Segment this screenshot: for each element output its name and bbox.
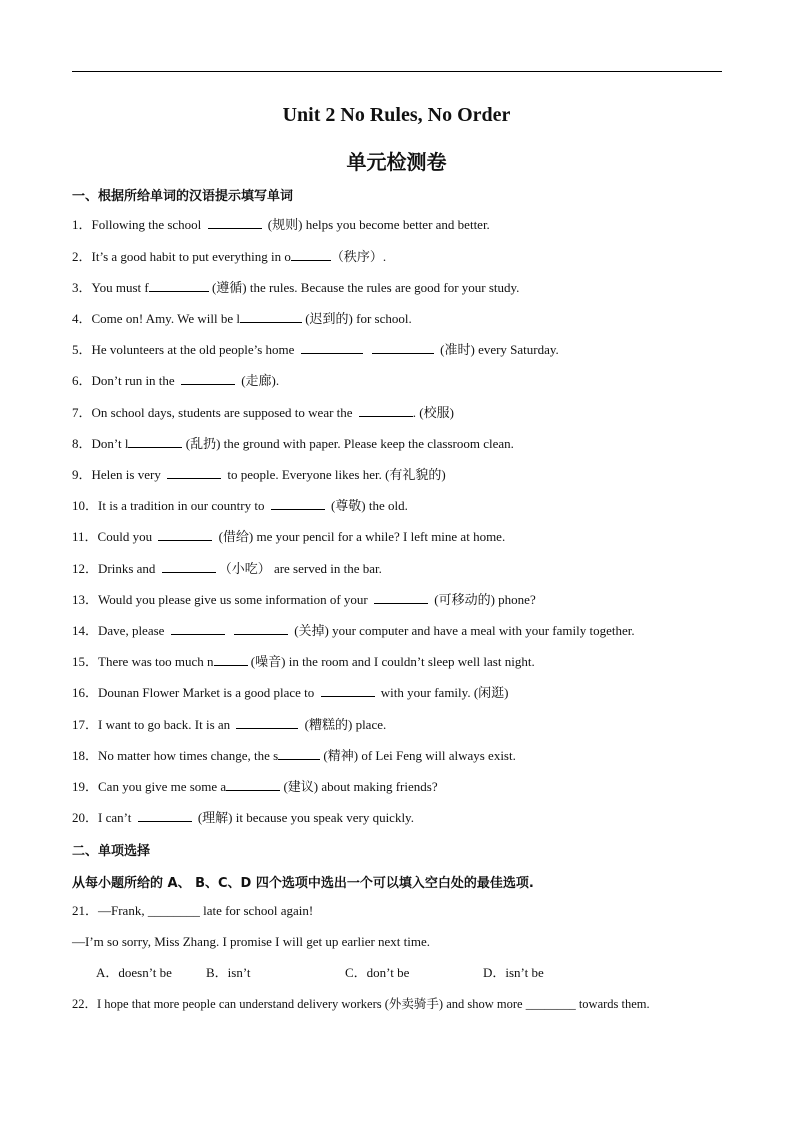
question-number: 16．: [72, 685, 99, 700]
question-21-response: —I’m so sorry, Miss Zhang. I promise I will get up earlier next time.: [72, 934, 431, 949]
option-b[interactable]: B．isn’t: [206, 965, 251, 980]
question-number: 10．: [72, 498, 99, 513]
question-text: (借给) me your pencil for a while? I left mine at home.: [218, 529, 506, 544]
question-text: It is a tradition in our country to: [98, 498, 265, 513]
question-text: Dave, please: [98, 623, 165, 638]
answer-blank[interactable]: [167, 466, 221, 479]
question-text: (遵循) the rules. Because the rules are good for your study.: [211, 280, 520, 295]
question-text: You must f: [91, 280, 149, 295]
question-number: 6．: [72, 373, 92, 388]
question-text: Drinks and: [98, 561, 156, 576]
question-number: 13．: [72, 592, 99, 607]
question-text: It’s a good habit to put everything in o: [91, 249, 291, 264]
question-text: (建议) about making friends?: [283, 779, 438, 794]
question-number: 2．: [72, 249, 92, 264]
question-text: with your family. (闲逛): [380, 685, 509, 700]
question-number: 9．: [72, 467, 92, 482]
question-text: I want to go back. It is an: [98, 717, 231, 732]
question-text: (尊敬) the old.: [330, 498, 408, 513]
question-text: （小吃） are served in the bar.: [218, 561, 382, 576]
header-rule: [72, 71, 722, 72]
question-11: [72, 528, 505, 545]
question-number: 8．: [72, 436, 92, 451]
question-text: Dounan Flower Market is a good place to: [98, 685, 315, 700]
question-number: 11．: [72, 529, 98, 544]
answer-blank[interactable]: [158, 528, 212, 541]
answer-blank[interactable]: [128, 435, 182, 448]
question-15: [72, 653, 535, 670]
question-text: Don’t run in the: [91, 373, 175, 388]
question-number: 17．: [72, 717, 99, 732]
question-14: [72, 622, 635, 639]
question-text: . (校服): [412, 405, 454, 420]
section-heading-2: 二、单项选择: [72, 844, 151, 859]
question-text: (准时) every Saturday.: [440, 342, 559, 357]
question-17: [72, 716, 386, 733]
question-text: (理解) it because you speak very quickly.: [197, 810, 414, 825]
question-number: 14．: [72, 623, 99, 638]
answer-blank[interactable]: [226, 778, 280, 791]
question-text: (可移动的) phone?: [434, 592, 536, 607]
section-instruction: 从每小题所给的 A、 B、C、D 四个选项中选出一个可以填入空白处的最佳选项.: [72, 876, 534, 891]
answer-blank[interactable]: [240, 310, 302, 323]
question-text: （秩序）.: [330, 249, 387, 264]
answer-blank[interactable]: [321, 684, 375, 697]
question-text: (迟到的) for school.: [305, 311, 412, 326]
question-text: (糟糕的) place.: [304, 717, 387, 732]
question-text: (噪音) in the room and I couldn’t sleep well last night.: [250, 654, 535, 669]
question-7: [72, 404, 454, 421]
question-number: 3．: [72, 280, 92, 295]
answer-blank[interactable]: [372, 341, 434, 354]
question-16: [72, 684, 508, 701]
question-number: 7．: [72, 405, 92, 420]
question-18: [72, 747, 516, 764]
question-number: 15．: [72, 654, 99, 669]
question-text: There was too much n: [98, 654, 214, 669]
page-title: Unit 2 No Rules, No Order: [282, 104, 511, 126]
answer-blank[interactable]: [214, 653, 248, 666]
question-text: to people. Everyone likes her. (有礼貌的): [227, 467, 446, 482]
answer-blank[interactable]: [236, 716, 298, 729]
answer-blank[interactable]: [138, 809, 192, 822]
question-19: [72, 778, 438, 795]
question-number: 4．: [72, 311, 92, 326]
question-text: No matter how times change, the s: [98, 748, 279, 763]
question-number: 19．: [72, 779, 99, 794]
question-1: [72, 216, 490, 233]
question-21: 21．—Frank, ________ late for school again!: [72, 903, 314, 918]
question-text: (精神) of Lei Feng will always exist.: [323, 748, 516, 763]
question-number: 1．: [72, 217, 92, 232]
answer-blank[interactable]: [301, 341, 363, 354]
option-a[interactable]: A．doesn’t be: [96, 965, 172, 980]
question-number: 20．: [72, 810, 99, 825]
question-text: (关掉) your computer and have a meal with your family together.: [294, 623, 635, 638]
question-3: [72, 279, 519, 296]
answer-blank[interactable]: [181, 372, 235, 385]
question-4: [72, 310, 412, 327]
answer-blank[interactable]: [271, 497, 325, 510]
answer-blank[interactable]: [149, 279, 209, 292]
question-10: [72, 497, 408, 514]
question-12: [72, 560, 382, 577]
page-subtitle: 单元检测卷: [346, 150, 447, 174]
answer-blank[interactable]: [208, 216, 262, 229]
question-number: 5．: [72, 342, 92, 357]
question-text: I can’t: [98, 810, 132, 825]
question-8: [72, 435, 514, 452]
answer-blank[interactable]: [374, 591, 428, 604]
question-text: Could you: [97, 529, 153, 544]
question-text: Can you give me some a: [98, 779, 227, 794]
answer-blank[interactable]: [278, 747, 320, 760]
option-d[interactable]: D．isn’t be: [483, 965, 544, 980]
question-20: [72, 809, 414, 826]
question-text: He volunteers at the old people’s home: [91, 342, 295, 357]
question-text: On school days, students are supposed to wear the: [91, 405, 353, 420]
answer-blank[interactable]: [291, 248, 331, 261]
question-text: Don’t l: [91, 436, 129, 451]
answer-blank[interactable]: [162, 560, 216, 573]
answer-blank[interactable]: [171, 622, 225, 635]
answer-blank[interactable]: [359, 404, 413, 417]
question-number: 18．: [72, 748, 99, 763]
question-text: Helen is very: [91, 467, 161, 482]
section-heading-1: 一、根据所给单词的汉语提示填写单词: [72, 189, 294, 204]
question-2: [72, 248, 386, 265]
question-text: Following the school: [91, 217, 202, 232]
question-number: 12．: [72, 561, 99, 576]
question-text: (走廊).: [241, 373, 280, 388]
question-22: 22．I hope that more people can understand delivery workers (外卖骑手) and show more ________ towards them.: [72, 997, 650, 1011]
question-5: [72, 341, 559, 358]
question-text: Would you please give us some information of your: [98, 592, 368, 607]
question-text: Come on! Amy. We will be l: [91, 311, 240, 326]
question-6: [72, 372, 279, 389]
question-text: (规则) helps you become better and better.: [267, 217, 490, 232]
question-9: [72, 466, 446, 483]
question-21-options: [96, 965, 544, 981]
option-c[interactable]: C．don’t be: [345, 965, 410, 980]
answer-blank[interactable]: [234, 622, 288, 635]
question-text: (乱扔) the ground with paper. Please keep the classroom clean.: [185, 436, 514, 451]
question-13: [72, 591, 536, 608]
